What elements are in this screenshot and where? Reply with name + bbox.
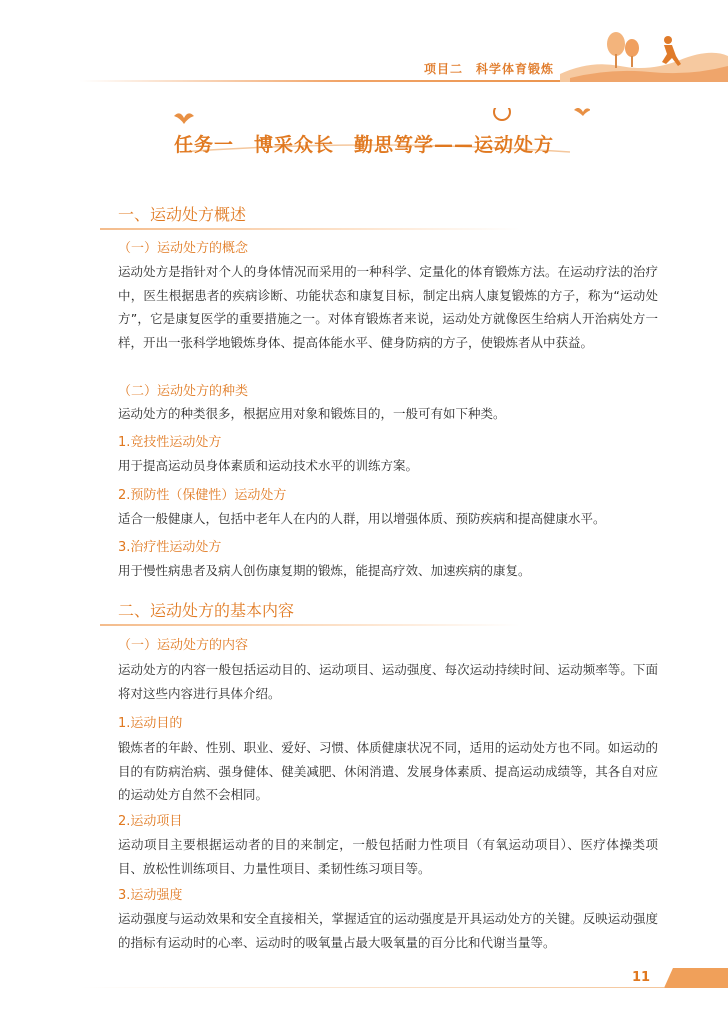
- section-heading: 一、运动处方概述: [118, 205, 247, 224]
- task-title: 任务一 博采众长 勤思笃学——运动处方: [173, 134, 554, 156]
- runner-icon: [662, 36, 681, 66]
- header-landscape-illustration: [560, 26, 728, 82]
- subsection-heading: （一）运动处方的内容: [118, 638, 249, 653]
- section-heading: 二、运动处方的基本内容: [118, 601, 295, 620]
- footer-accent-bar: [664, 968, 728, 988]
- item-heading: 1.竞技性运动处方: [118, 435, 222, 450]
- item-heading: 1.运动目的: [118, 716, 183, 731]
- subsection-heading: （二）运动处方的种类: [118, 384, 249, 399]
- section-underline: [100, 228, 520, 230]
- paragraph: 运动处方的种类很多，根据应用对象和锻炼目的，一般可有如下种类。: [118, 406, 506, 421]
- sun-icon: [494, 108, 510, 120]
- paragraph: 适合一般健康人，包括中老年人在内的人群，用以增强体质、预防疾病和提高健康水平。: [118, 511, 606, 526]
- paragraph: 用于慢性病患者及病人创伤康复期的锻炼，能提高疗效、加速疾病的康复。: [118, 563, 531, 578]
- item-heading: 3.治疗性运动处方: [118, 540, 222, 555]
- section-underline: [100, 624, 520, 626]
- bird-icon: [574, 108, 590, 116]
- page-number: 11: [632, 970, 651, 985]
- paragraph: 运动处方的内容一般包括运动目的、运动项目、运动强度、每次运动持续时间、运动频率等。下面将对这些内容进行具体介绍。: [118, 662, 658, 701]
- running-header: 项目二 科学体育锻炼: [424, 62, 555, 76]
- paragraph: 运动强度与运动效果和安全直接相关，掌握适宜的运动强度是开具运动处方的关键。反映运动强度的指标有运动时的心率、运动时的吸氧量占最大吸氧量的百分比和代谢当量等。: [118, 911, 658, 950]
- item-heading: 3.运动强度: [118, 888, 183, 903]
- paragraph: 用于提高运动员身体素质和运动技术水平的训练方案。: [118, 458, 419, 473]
- tree-icon: [607, 32, 625, 56]
- paragraph: 运动处方是指针对个人的身体情况而采用的一种科学、定量化的体育锻炼方法。在运动疗法的治疗中，医生根据患者的疾病诊断、功能状态和康复目标，制定出病人康复锻炼的方子，称为“运动处方”，它是康复医学的重要措施之一。对体育锻炼者来说，运动处方就像医生给病人开治病处方一样，开出一张科学地锻炼身体、提高体能水平、健身防病的方子，使锻炼者从中获益。: [118, 264, 658, 350]
- paragraph: 锻炼者的年龄、性别、职业、爱好、习惯、体质健康状况不同，适用的运动处方也不同。如运动的目的有防病治病、强身健体、健美减肥、休闲消遣、发展身体素质、提高运动成绩等，其各自对应的运动处方自然不会相同。: [118, 740, 658, 802]
- item-heading: 2.运动项目: [118, 814, 183, 829]
- bird-icon: [174, 113, 194, 124]
- footer-divider: [80, 987, 664, 988]
- item-heading: 2.预防性（保健性）运动处方: [118, 488, 287, 503]
- subsection-heading: （一）运动处方的概念: [118, 241, 249, 256]
- paragraph: 运动项目主要根据运动者的目的来制定，一般包括耐力性项目（有氧运动项目）、医疗体操类项目、放松性训练项目、力量性项目、柔韧性练习项目等。: [118, 837, 658, 876]
